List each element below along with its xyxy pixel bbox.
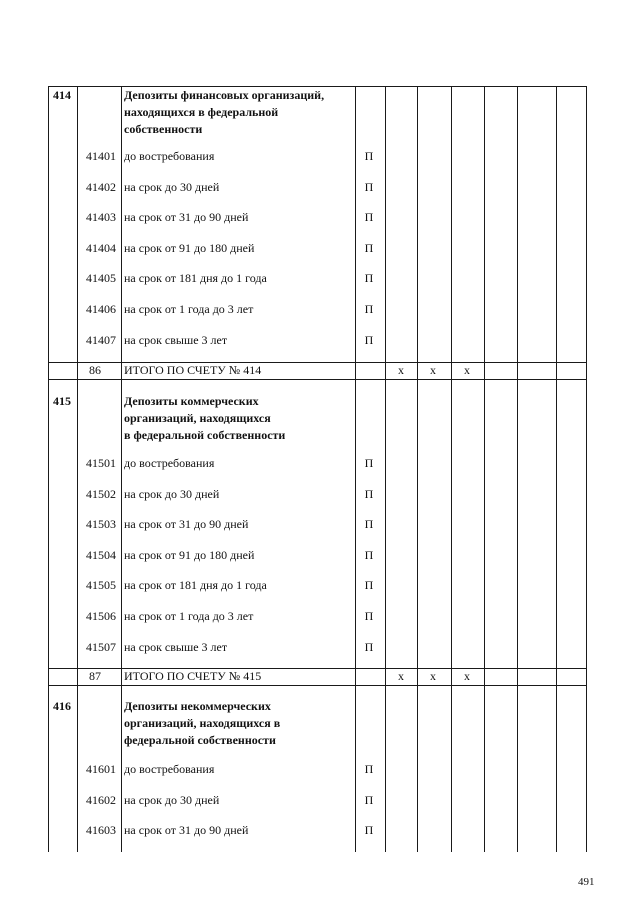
passive-sign: П (364, 149, 374, 163)
passive-sign: П (364, 456, 374, 470)
subaccount-code: 41401 (86, 149, 116, 163)
passive-sign: П (364, 486, 374, 501)
column-divider (417, 86, 418, 852)
subaccount-code: 41601 (86, 762, 116, 776)
passive-sign: П (364, 179, 374, 194)
not-applicable-mark: x (398, 363, 404, 377)
not-applicable-mark: x (464, 669, 470, 683)
column-divider (77, 86, 78, 852)
passive-sign: П (364, 578, 374, 593)
subaccount-code: 41603 (86, 823, 116, 838)
account-title-line: организаций, находящихся (124, 411, 271, 425)
subaccount-name: на срок от 181 дня до 1 года (124, 578, 267, 593)
column-divider (556, 86, 557, 852)
account-title-line: организаций, находящихся в (124, 716, 281, 730)
subaccount-name: до востребования (124, 762, 215, 776)
subaccount-name: на срок до 30 дней (124, 792, 220, 807)
column-divider (48, 86, 49, 852)
column-divider (517, 86, 518, 852)
subaccount-name: до востребования (124, 456, 215, 470)
total-row-bottom-border (48, 685, 587, 686)
account-title-line: Депозиты некоммерческих (124, 699, 271, 713)
subaccount-name: на срок от 1 года до 3 лет (124, 302, 254, 316)
account-number: 415 (53, 394, 71, 408)
column-divider (385, 86, 386, 852)
subaccount-code: 41407 (86, 332, 116, 347)
subaccount-name: до востребования (124, 149, 215, 163)
subaccount-name: на срок до 30 дней (124, 486, 220, 501)
total-row-label: ИТОГО ПО СЧЕТУ № 415 (124, 669, 262, 683)
account-title-line: находящихся в федеральной (124, 105, 279, 119)
passive-sign: П (364, 547, 374, 562)
subaccount-code: 41506 (86, 609, 116, 623)
subaccount-code: 41404 (86, 240, 116, 255)
passive-sign: П (364, 271, 374, 286)
passive-sign: П (364, 302, 374, 316)
subaccount-code: 41602 (86, 792, 116, 807)
column-divider (355, 86, 356, 852)
not-applicable-mark: x (398, 669, 404, 683)
subaccount-name: на срок от 31 до 90 дней (124, 210, 249, 225)
subaccount-name: на срок от 91 до 180 дней (124, 547, 255, 562)
passive-sign: П (364, 240, 374, 255)
subaccount-code: 41503 (86, 517, 116, 532)
total-row-label: ИТОГО ПО СЧЕТУ № 414 (124, 363, 262, 377)
account-number: 416 (53, 699, 71, 713)
total-row-bottom-border (48, 379, 587, 380)
subaccount-name: на срок от 31 до 90 дней (124, 823, 249, 838)
account-title-line: федеральной собственности (124, 733, 276, 747)
not-applicable-mark: x (430, 669, 436, 683)
passive-sign: П (364, 609, 374, 623)
column-divider (586, 86, 587, 852)
total-row-number: 86 (89, 363, 101, 377)
column-divider (121, 86, 122, 852)
passive-sign: П (364, 792, 374, 807)
subaccount-code: 41504 (86, 547, 116, 562)
not-applicable-mark: x (464, 363, 470, 377)
subaccount-code: 41403 (86, 210, 116, 225)
passive-sign: П (364, 823, 374, 838)
subaccount-code: 41502 (86, 486, 116, 501)
subaccount-code: 41507 (86, 639, 116, 654)
subaccount-name: на срок от 1 года до 3 лет (124, 609, 254, 623)
subaccount-code: 41406 (86, 302, 116, 316)
subaccount-name: на срок свыше 3 лет (124, 639, 228, 654)
account-title-line: Депозиты финансовых организаций, (124, 88, 325, 102)
passive-sign: П (364, 210, 374, 225)
account-title-line: собственности (124, 122, 203, 136)
passive-sign: П (364, 762, 374, 776)
subaccount-name: на срок от 181 дня до 1 года (124, 271, 267, 286)
total-row-number: 87 (89, 669, 101, 683)
subaccount-code: 41505 (86, 578, 116, 593)
account-title-line: в федеральной собственности (124, 428, 286, 442)
column-divider (484, 86, 485, 852)
passive-sign: П (364, 517, 374, 532)
subaccount-code: 41501 (86, 456, 116, 470)
account-number: 414 (53, 88, 71, 102)
passive-sign: П (364, 332, 374, 347)
column-divider (451, 86, 452, 852)
subaccount-name: на срок от 91 до 180 дней (124, 240, 255, 255)
passive-sign: П (364, 639, 374, 654)
subaccount-code: 41402 (86, 179, 116, 194)
subaccount-name: на срок свыше 3 лет (124, 332, 228, 347)
account-title-line: Депозиты коммерческих (124, 394, 259, 408)
subaccount-name: на срок от 31 до 90 дней (124, 517, 249, 532)
subaccount-code: 41405 (86, 271, 116, 286)
not-applicable-mark: x (430, 363, 436, 377)
page-number: 491 (578, 876, 595, 888)
subaccount-name: на срок до 30 дней (124, 179, 220, 194)
